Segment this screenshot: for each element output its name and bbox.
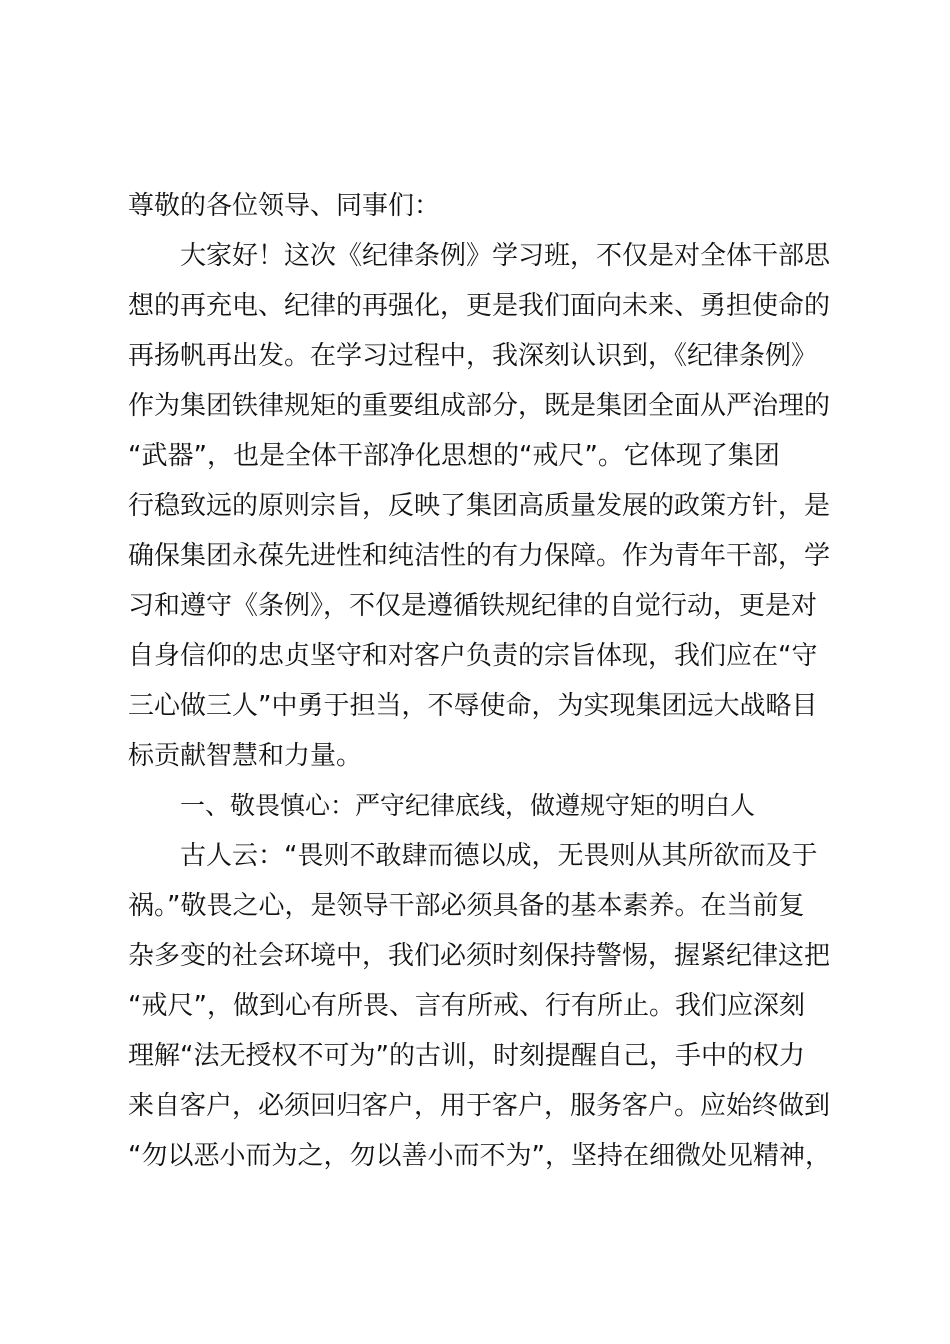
- paragraph-line: 作为集团铁律规矩的重要组成部分，既是集团全面从严治理的: [128, 391, 831, 421]
- section-paragraph: [128, 831, 834, 1181]
- paragraph-line: 三心做三人”中勇于担当，不辱使命，为实现集团远大战略目: [128, 691, 818, 721]
- paragraph-line: “武器”，也是全体干部净化思想的“戒尺”。它体现了集团: [128, 441, 780, 471]
- paragraph-line: 大家好！这次《纪律条例》学习班，不仅是对全体干部思: [180, 241, 831, 271]
- paragraph-line: 行稳致远的原则宗旨，反映了集团高质量发展的政策方针，是: [128, 491, 831, 521]
- paragraph-line: “戒尺”，做到心有所畏、言有所戒、行有所止。我们应深刻: [128, 991, 805, 1021]
- paragraph-line: 来自客户，必须回归客户，用于客户，服务客户。应始终做到: [128, 1091, 831, 1121]
- paragraph-line: 理解“法无授权不可为”的古训，时刻提醒自己，手中的权力: [128, 1041, 805, 1071]
- paragraph-line: 确保集团永葆先进性和纯洁性的有力保障。作为青年干部，学: [128, 541, 831, 571]
- document-body: [128, 181, 834, 1181]
- paragraph-line: 古人云：“畏则不敢肆而德以成，无畏则从其所欲而及于: [180, 841, 818, 871]
- paragraph-line: 祸。”敬畏之心，是领导干部必须具备的基本素养。在当前复: [128, 891, 805, 921]
- paragraph-line: “勿以恶小而为之，勿以善小而不为”，坚持在细微处见精神，: [128, 1141, 831, 1171]
- paragraph-line: 杂多变的社会环境中，我们必须时刻保持警惕，握紧纪律这把: [128, 941, 831, 971]
- paragraph-line: 想的再充电、纪律的再强化，更是我们面向未来、勇担使命的: [128, 291, 831, 321]
- paragraph-line: 习和遵守《条例》，不仅是遵循铁规纪律的自觉行动，更是对: [128, 591, 818, 621]
- salutation: 尊敬的各位领导、同事们：: [128, 191, 441, 221]
- section-heading: 一、敬畏慎心：严守纪律底线，做遵规守矩的明白人: [180, 791, 756, 820]
- paragraph-line: 再扬帆再出发。在学习过程中，我深刻认识到，《纪律条例》: [128, 341, 818, 371]
- paragraph-line: 自身信仰的忠贞坚守和对客户负责的宗旨体现，我们应在“守: [128, 641, 818, 671]
- paragraph-line: 标贡献智慧和力量。: [128, 741, 363, 771]
- intro-paragraph: [128, 231, 834, 781]
